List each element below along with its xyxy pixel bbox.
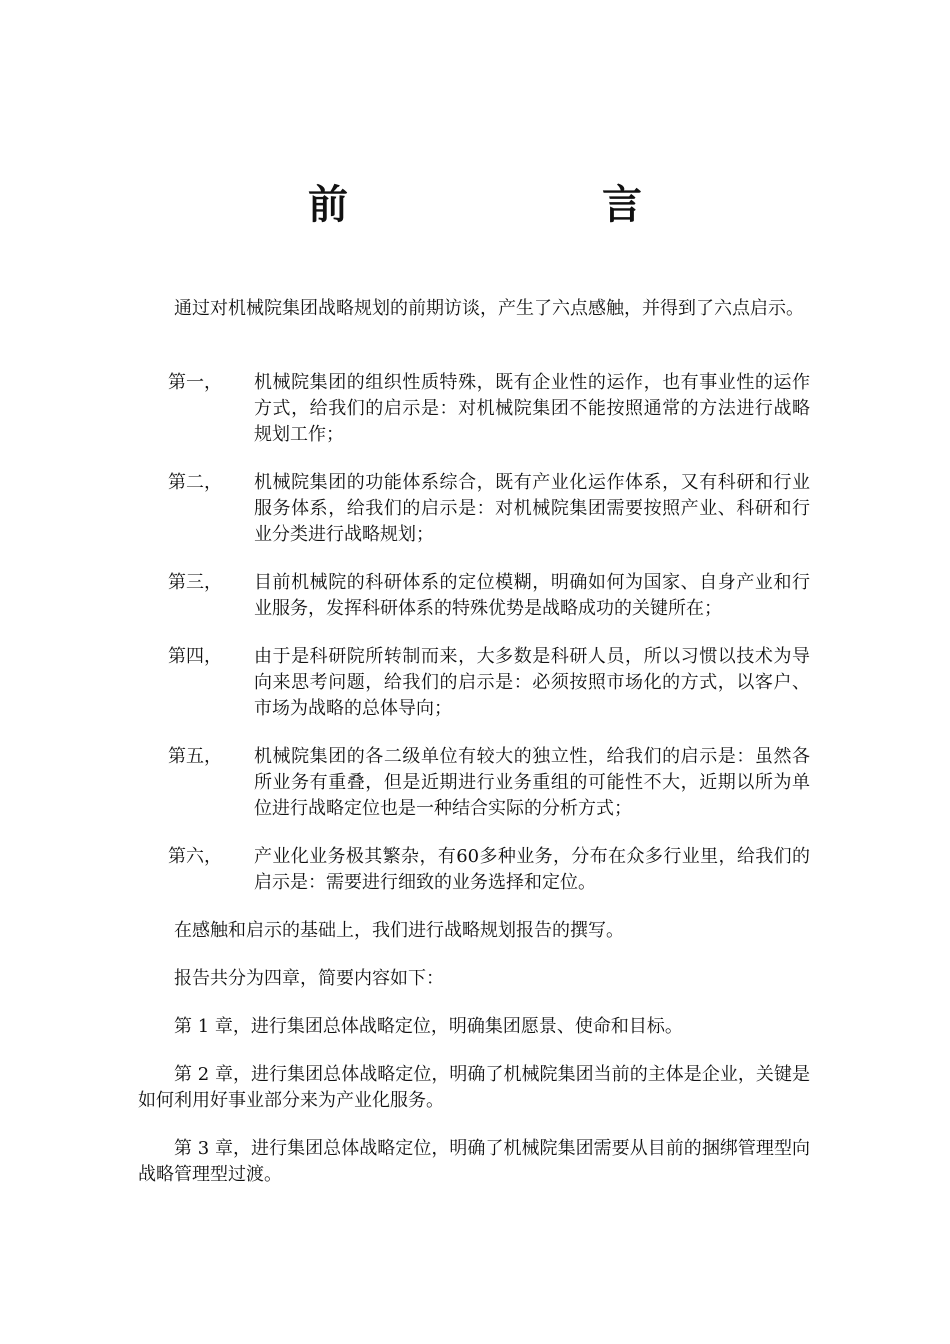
item-label: 第四， [168,646,222,667]
list-item [168,644,810,722]
item-text: 由于是科研院所转制而来，大多数是科研人员，所以习惯以技术为导向来思考问题，给我们的启示是：必须按照市场化的方式，以客户、市场为战略的总体导向； [254,646,810,719]
list-item [168,844,810,896]
item-label: 第三， [168,572,222,593]
item-text: 机械院集团的各二级单位有较大的独立性，给我们的启示是：虽然各所业务有重叠，但是近期进行业务重组的可能性不大，近期以所为单位进行战略定位也是一种结合实际的分析方式； [254,746,810,819]
item-label: 第二， [168,472,222,493]
insights-list [168,370,810,918]
intro-paragraph: 通过对机械院集团战略规划的前期访谈，产生了六点感触，并得到了六点启示。 [174,298,804,319]
list-item [168,744,810,822]
chapter-2-paragraph: 第 2 章，进行集团总体战略定位，明确了机械院集团当前的主体是企业，关键是如何利用好事业部分来为产业化服务。 [138,1064,810,1111]
item-text: 产业化业务极其繁杂，有60多种业务，分布在众多行业里，给我们的启示是：需要进行细致的业务选择和定位。 [254,846,810,893]
list-item [168,570,810,622]
chapters-intro-paragraph: 报告共分为四章，简要内容如下： [174,968,444,989]
summary-section [138,918,810,1210]
item-text: 机械院集团的功能体系综合，既有产业化运作体系，又有科研和行业服务体系，给我们的启示是：对机械院集团需要按照产业、科研和行业分类进行战略规划； [254,472,810,545]
item-text: 机械院集团的组织性质特殊，既有企业性的运作，也有事业性的运作方式，给我们的启示是：对机械院集团不能按照通常的方法进行战略规划工作； [254,372,810,445]
after-items-paragraph: 在感触和启示的基础上，我们进行战略规划报告的撰写。 [174,920,624,941]
item-label: 第一， [168,372,222,393]
page-title: 前 言 [308,182,700,228]
list-item [168,470,810,548]
list-item [168,370,810,448]
item-text: 目前机械院的科研体系的定位模糊，明确如何为国家、自身产业和行业服务，发挥科研体系的特殊优势是战略成功的关键所在； [254,572,810,619]
intro-section [138,296,810,322]
item-label: 第六， [168,846,222,867]
chapter-1-paragraph: 第 1 章，进行集团总体战略定位，明确集团愿景、使命和目标。 [174,1016,683,1037]
chapter-3-paragraph: 第 3 章，进行集团总体战略定位，明确了机械院集团需要从目前的捆绑管理型向战略管理型过渡。 [138,1138,810,1185]
item-label: 第五， [168,746,222,767]
